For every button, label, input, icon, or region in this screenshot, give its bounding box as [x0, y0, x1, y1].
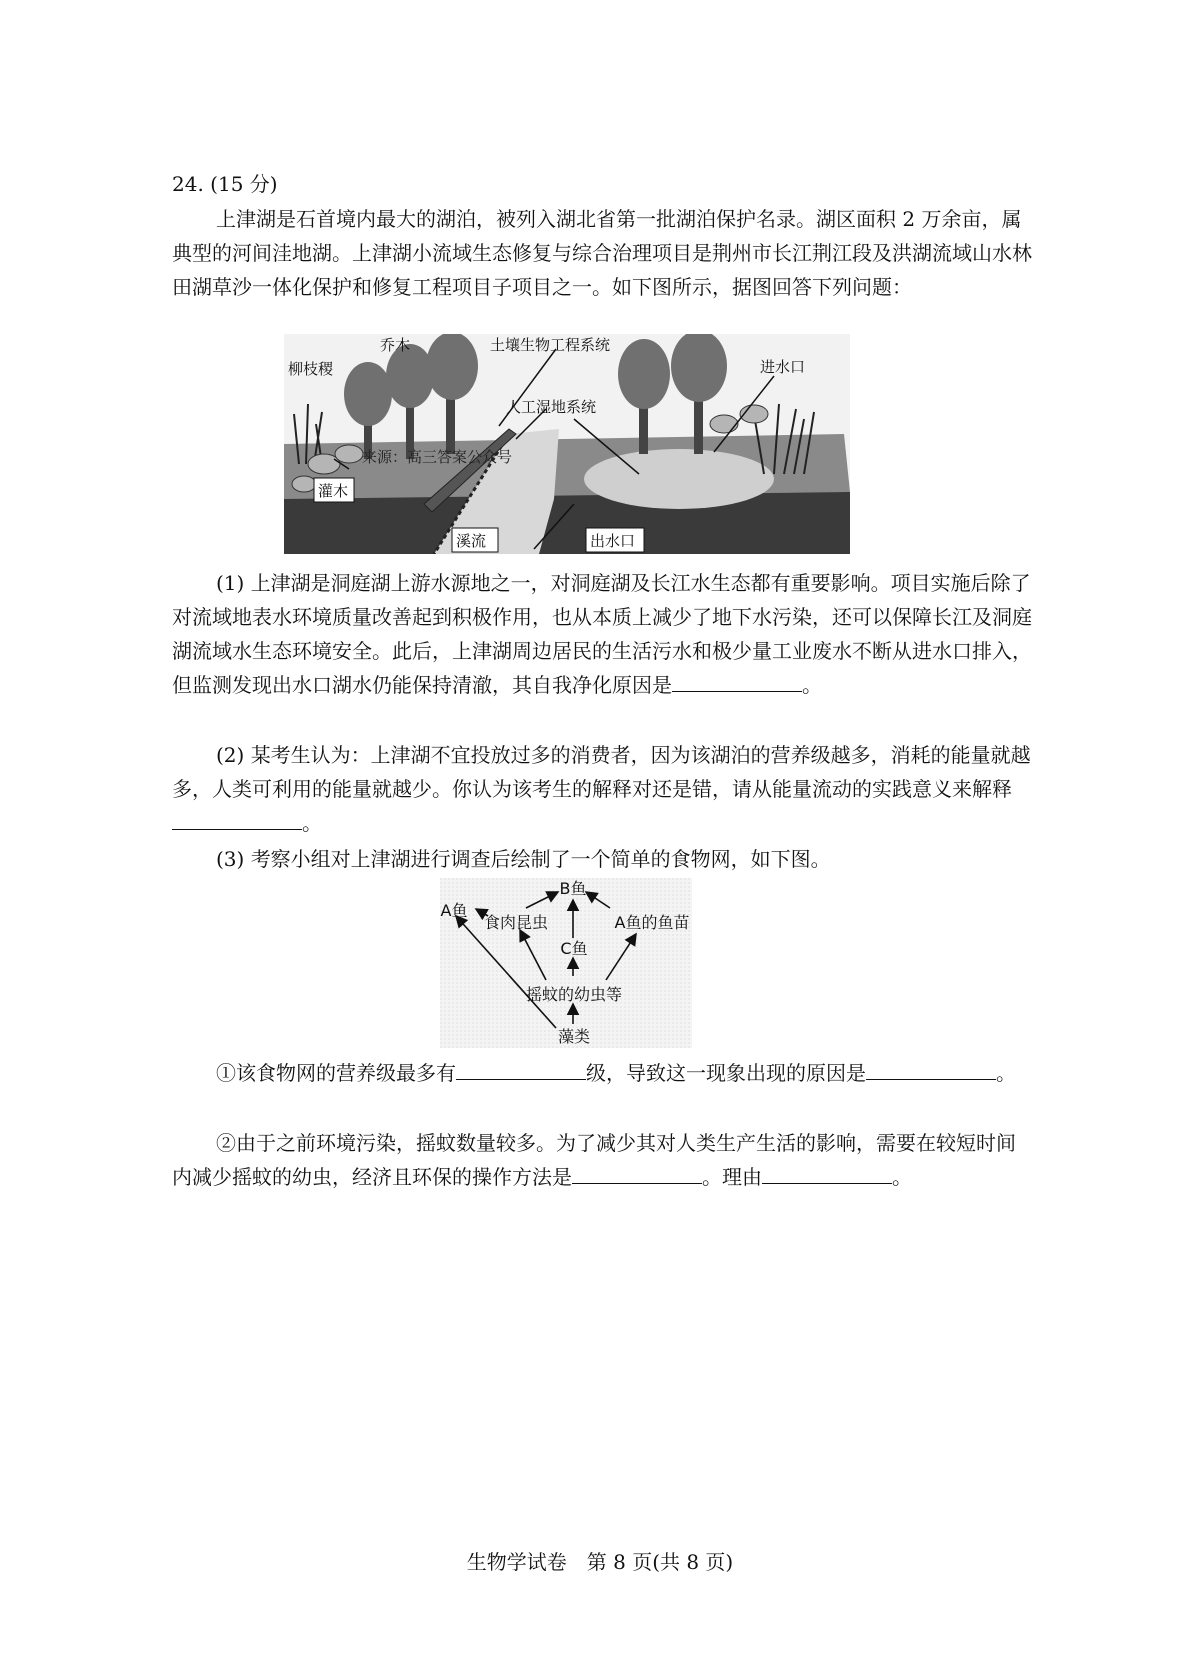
food-web-diagram [440, 878, 692, 1048]
q3-2-blank-reason[interactable] [762, 1163, 892, 1184]
q1-answer-blank[interactable] [672, 671, 802, 692]
q2-answer-blank[interactable] [172, 809, 302, 830]
question-intro: 上津湖是石首境内最大的湖泊，被列入湖北省第一批湖泊保护名录。湖区面积 2 万余亩，属典型的河间洼地湖。上津湖小流域生态修复与综合治理项目是荆州市长江荆江段及洪湖流域山水林田湖草沙一体化保护和修复工程项目子项目之一。如下图所示，据图回答下列问题： [172, 207, 1032, 299]
q3-1-text: ①该食物网的营养级最多有 级，导致这一现象出现的原因是 。 [216, 1061, 1016, 1085]
q1-text: (1) 上津湖是洞庭湖上游水源地之一，对洞庭湖及长江水生态都有重要影响。项目实施后除了对流域地表水环境质量改善起到积极作用，也从本质上减少了地下水污染，还可以保障长江及洞庭湖流域水生态环境安全。此后，上津湖周边居民的生活污水和极少量工业废水不断从进水口排入，但监测发现出水口湖水仍能保持清澈，其自我净化原因是 。 [172, 571, 1032, 697]
label-inlet: 进水口 [760, 358, 806, 376]
ecology-diagram [284, 334, 850, 554]
q3-1-blank-reason[interactable] [866, 1059, 996, 1080]
node-insect: 食肉昆虫 [483, 913, 549, 932]
node-a-fish: A鱼 [440, 901, 468, 920]
node-larvae: 摇蚊的幼虫等 [525, 985, 623, 1004]
label-watermark: 来源：高三答案公众号 [362, 448, 513, 466]
label-outlet: 出水口 [590, 532, 636, 550]
question-number: 24. (15 分) [172, 172, 278, 196]
label-soil-system: 土壤生物工程系统 [490, 336, 611, 354]
label-stream: 溪流 [456, 532, 487, 550]
node-fry: A鱼的鱼苗 [614, 913, 690, 932]
label-willow: 柳枝稷 [288, 360, 334, 378]
page-footer: 生物学试卷 第 8 页(共 8 页) [466, 1550, 734, 1574]
label-shrub: 灌木 [318, 482, 349, 500]
soil-layer [284, 492, 850, 554]
label-wetland: 人工湿地系统 [506, 398, 597, 416]
label-tree: 乔木 [380, 336, 411, 354]
wetland-pond [584, 449, 774, 509]
node-c-fish: C鱼 [560, 939, 588, 958]
node-b-fish: B鱼 [559, 879, 587, 898]
q3-2-blank-method[interactable] [572, 1163, 702, 1184]
q3-2-text: ②由于之前环境污染，摇蚊数量较多。为了减少其对人类生产生活的影响，需要在较短时间内减少摇蚊的幼虫，经济且环保的操作方法是 。理由 。 [172, 1131, 1016, 1189]
node-algae: 藻类 [557, 1027, 591, 1046]
q3-text: (3) 考察小组对上津湖进行调查后绘制了一个简单的食物网，如下图。 [216, 847, 831, 871]
q2-text: (2) 某考生认为：上津湖不宜投放过多的消费者，因为该湖泊的营养级越多，消耗的能量就越多，人类可利用的能量就越少。你认为该考生的解释对还是错，请从能量流动的实践意义来解释。 [172, 743, 1031, 835]
q3-1-blank-level[interactable] [456, 1059, 586, 1080]
